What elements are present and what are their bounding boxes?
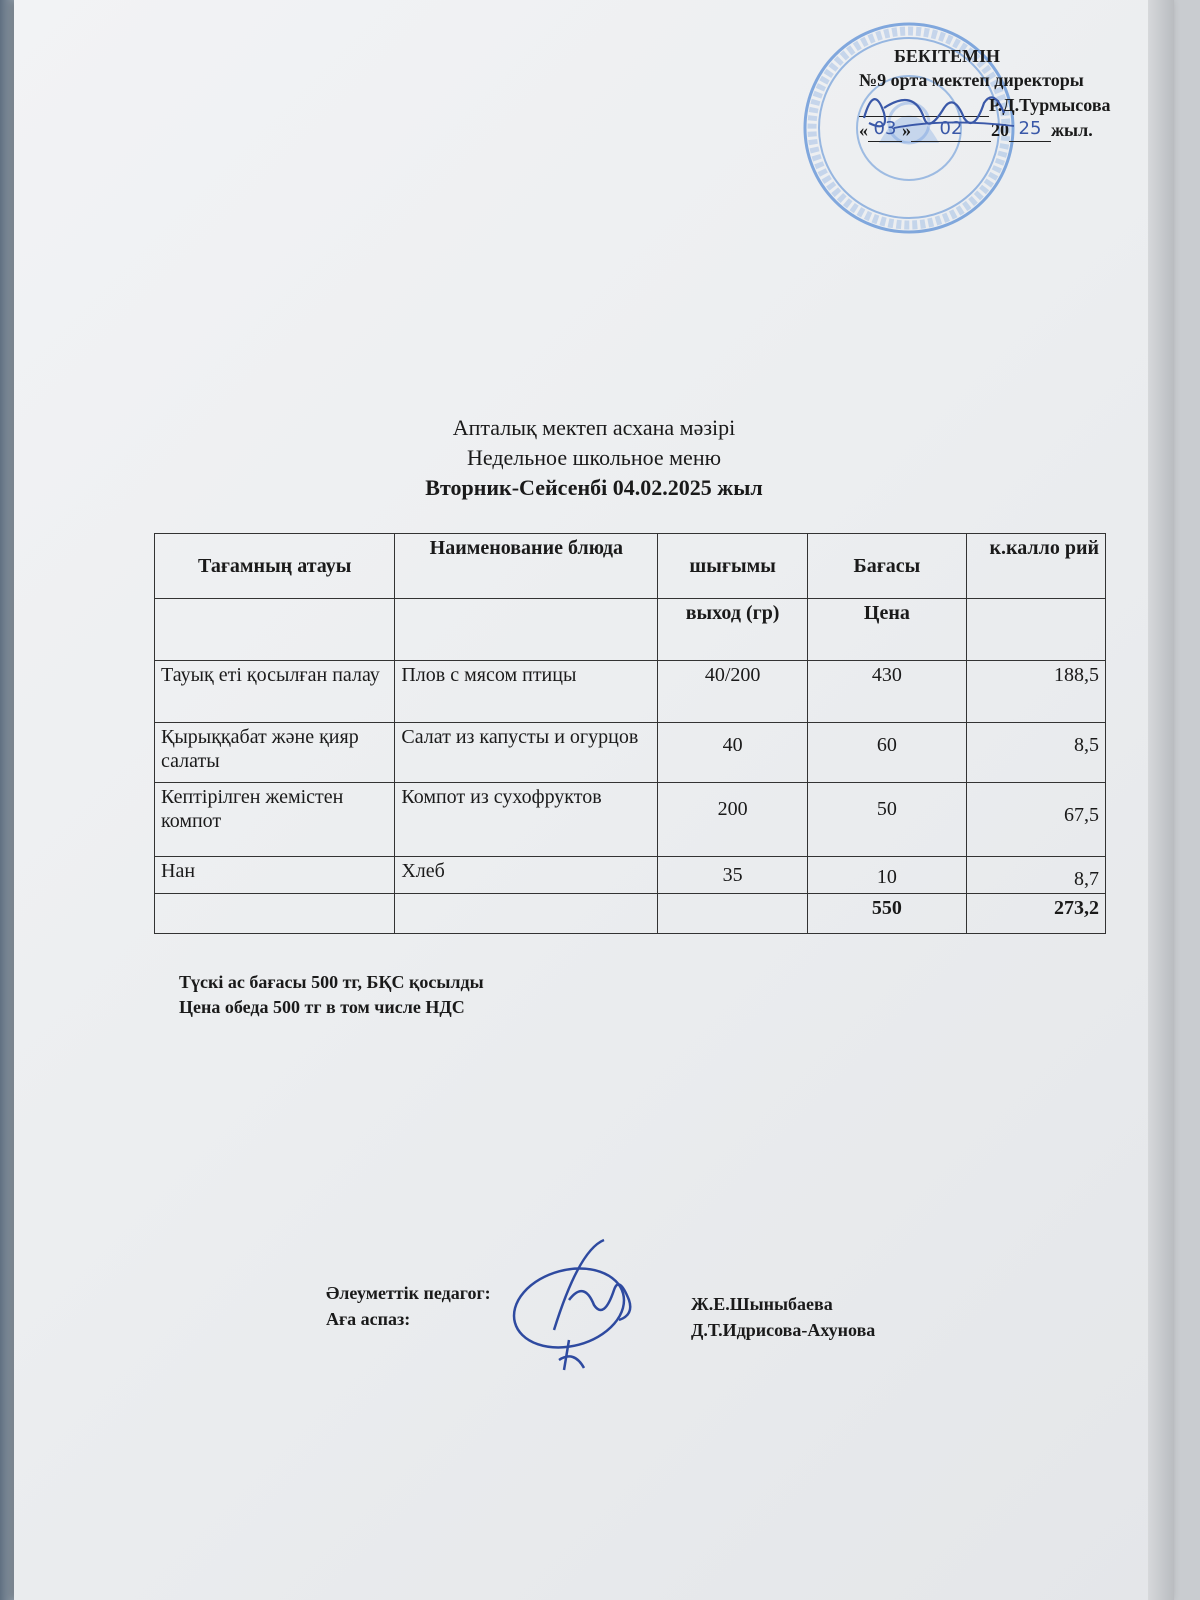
header-yield-kz: шығымы: [658, 534, 808, 599]
date-close-quote: »: [902, 120, 911, 140]
dish-name-ru: Компот из сухофруктов: [395, 783, 658, 857]
header-kcal: к.калло рий: [966, 534, 1105, 599]
total-empty-2: [395, 894, 658, 934]
dish-yield: 200: [658, 783, 808, 857]
dish-price: 50: [808, 783, 967, 857]
table-row: [155, 723, 1106, 783]
price-notes: [179, 970, 484, 1020]
header-name-ru: Наименование блюда: [395, 534, 658, 599]
pedagogue-signature: [509, 1230, 659, 1380]
name-head-cook: Д.Т.Идрисова-Ахунова: [691, 1320, 876, 1340]
dish-name-ru: Салат из капусты и огурцов: [395, 723, 658, 783]
table-row: [155, 661, 1106, 723]
approval-position: №9 орта мектеп директоры: [859, 70, 1084, 90]
document-page: [14, 0, 1174, 1600]
dish-yield: 35: [658, 857, 808, 894]
dish-name-ru: Хлеб: [395, 857, 658, 894]
title-kz: Апталық мектеп асхана мәзірі: [452, 415, 736, 440]
menu-table: [154, 533, 1106, 934]
total-kcal: 273,2: [966, 894, 1105, 934]
dish-name-kz: Тауық еті қосылған палау: [155, 661, 395, 723]
dish-price: 60: [808, 723, 967, 783]
title-date: Вторник-Сейсенбі 04.02.2025 жыл: [425, 475, 763, 500]
signer-names: [691, 1291, 875, 1343]
dish-name-kz: Нан: [155, 857, 395, 894]
signer-roles: [326, 1280, 491, 1332]
dish-kcal: 8,7: [966, 857, 1105, 894]
date-year-word: жыл.: [1051, 120, 1093, 140]
date-month: 02: [911, 117, 991, 142]
dish-name-ru: Плов с мясом птицы: [395, 661, 658, 723]
total-empty-1: [155, 894, 395, 934]
table-row: [155, 857, 1106, 894]
name-social-pedagogue: Ж.Е.Шыныбаева: [691, 1294, 833, 1314]
dish-kcal: 188,5: [966, 661, 1105, 723]
subheader-empty-1: [155, 599, 395, 661]
dish-price: 430: [808, 661, 967, 723]
dish-kcal: 8,5: [966, 723, 1105, 783]
subheader-empty-5: [966, 599, 1105, 661]
total-empty-3: [658, 894, 808, 934]
dish-yield: 40/200: [658, 661, 808, 723]
role-head-cook: Аға аспаз:: [326, 1309, 411, 1329]
table-header-row: [155, 534, 1106, 599]
director-name: Р.Д.Турмысова: [989, 95, 1111, 115]
page-left-edge: [0, 0, 14, 1600]
date-year-prefix: 20: [991, 120, 1009, 140]
table-subheader-row: [155, 599, 1106, 661]
page-right-edge: [1148, 0, 1174, 1600]
dish-price: 10: [808, 857, 967, 894]
dish-name-kz: Кептірілген жемістен компот: [155, 783, 395, 857]
header-price-kz: Бағасы: [808, 534, 967, 599]
subheader-price-ru: Цена: [808, 599, 967, 661]
dish-name-kz: Қырыққабат және қияр салаты: [155, 723, 395, 783]
date-open-quote: «: [859, 120, 868, 140]
approval-heading: БЕКІТЕМІН: [894, 46, 1000, 66]
menu-titles: [14, 413, 1174, 503]
table-row: [155, 783, 1106, 857]
note-kz: Түскі ас бағасы 500 тг, БҚС қосылды: [179, 972, 484, 992]
director-signature: [854, 78, 1024, 158]
dish-yield: 40: [658, 723, 808, 783]
subheader-empty-2: [395, 599, 658, 661]
note-ru: Цена обеда 500 тг в том числе НДС: [179, 997, 465, 1017]
table-total-row: [155, 894, 1106, 934]
date-day: 03: [868, 117, 902, 142]
title-ru: Недельное школьное меню: [466, 445, 722, 470]
date-year-suffix: 25: [1009, 117, 1051, 142]
header-name-kz: Тағамның атауы: [155, 534, 395, 599]
role-social-pedagogue: Әлеуметтік педагог:: [326, 1283, 491, 1303]
dish-kcal: 67,5: [966, 783, 1105, 857]
total-price: 550: [808, 894, 967, 934]
subheader-yield-ru: выход (гр): [658, 599, 808, 661]
